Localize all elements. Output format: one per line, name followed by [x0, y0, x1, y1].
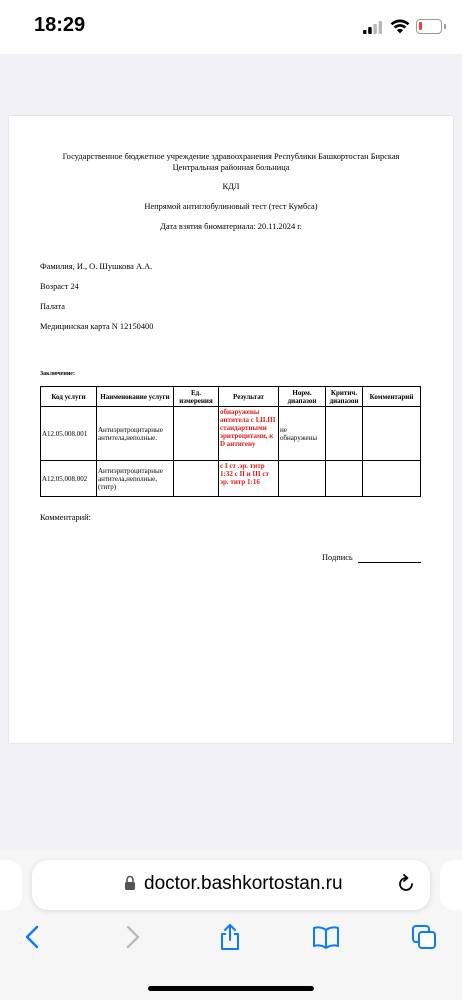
header-normal-range: Норм. диапазон: [279, 387, 326, 407]
lab-report-document: [9, 116, 453, 743]
signature-line: [358, 562, 421, 563]
status-time: 18:29: [34, 14, 86, 36]
forward-icon[interactable]: [117, 922, 147, 952]
cell-comment: [363, 461, 421, 497]
reload-icon[interactable]: [395, 873, 417, 895]
share-icon[interactable]: [215, 922, 245, 952]
cell-code: A12.05.008.002: [41, 461, 97, 497]
home-indicator[interactable]: [148, 986, 314, 991]
patient-name: Фамилия, И., О. Шушкова А.А.: [40, 262, 153, 271]
patient-age: Возраст 24: [40, 282, 79, 291]
battery-icon: [416, 19, 442, 34]
next-tab-peek[interactable]: [440, 860, 462, 910]
cell-normal-range: [279, 461, 326, 497]
test-name: Непрямой антиглобулиновый тест (тест Кумбса): [144, 202, 318, 211]
header-service-name: Наименование услуги: [97, 387, 174, 407]
header-code: Код услуги: [41, 387, 97, 407]
table-row: [41, 461, 421, 497]
previous-tab-peek[interactable]: [0, 860, 22, 910]
cell-unit: [174, 461, 219, 497]
header-comment: Комментарий: [363, 387, 421, 407]
conclusion-label: Заключение:: [40, 371, 75, 377]
cell-service-name: Антиэритроцитарные антитела,неполные.: [97, 407, 174, 461]
back-icon[interactable]: [18, 922, 48, 952]
comment-label: Комментарий:: [40, 513, 91, 522]
hospital-name: Центральная районная больница: [172, 163, 290, 172]
lock-icon: [124, 875, 136, 891]
results-table: [40, 386, 421, 497]
table-header-row: [41, 387, 421, 407]
department: КДЛ: [222, 182, 240, 191]
cell-comment: [363, 407, 421, 461]
medical-card-number: Медицинская карта N 12150400: [40, 322, 154, 331]
header-result: Результат: [219, 387, 279, 407]
header-unit: Ед. измерения: [174, 387, 219, 407]
cell-normal-range: не обнаружены: [279, 407, 326, 461]
institution-name: Государственное бюджетное учреждение здравоохранения Республики Башкортостан Бирская: [62, 152, 400, 161]
cell-unit: [174, 407, 219, 461]
address-url[interactable]: doctor.bashkortostan.ru: [144, 873, 343, 894]
cell-code: A12.05.008.001: [41, 407, 97, 461]
sample-date: Дата взятия биоматериала: 20.11.2024 г.: [160, 222, 302, 231]
cell-service-name: Антиэритроцитарные антитела,неполные, (титр): [97, 461, 174, 497]
ward: Палата: [40, 302, 65, 311]
bookmarks-icon[interactable]: [311, 922, 341, 952]
tabs-icon[interactable]: [409, 922, 439, 952]
cell-critical-range: [326, 461, 363, 497]
status-bar: [0, 0, 462, 54]
header-critical-range: Критич. диапазон: [326, 387, 363, 407]
wifi-icon: [390, 19, 410, 34]
cell-critical-range: [326, 407, 363, 461]
cell-result: с I ст .эр. титр 1:32 с II и III ст эр. титр 1:16: [219, 461, 279, 497]
cell-result: обнаружены антитела с I.II.III стандартными эритроцитами, к D антигену: [219, 407, 279, 461]
cellular-signal-icon: [363, 21, 383, 34]
table-row: [41, 407, 421, 461]
signature-label: Подпись: [322, 553, 353, 562]
